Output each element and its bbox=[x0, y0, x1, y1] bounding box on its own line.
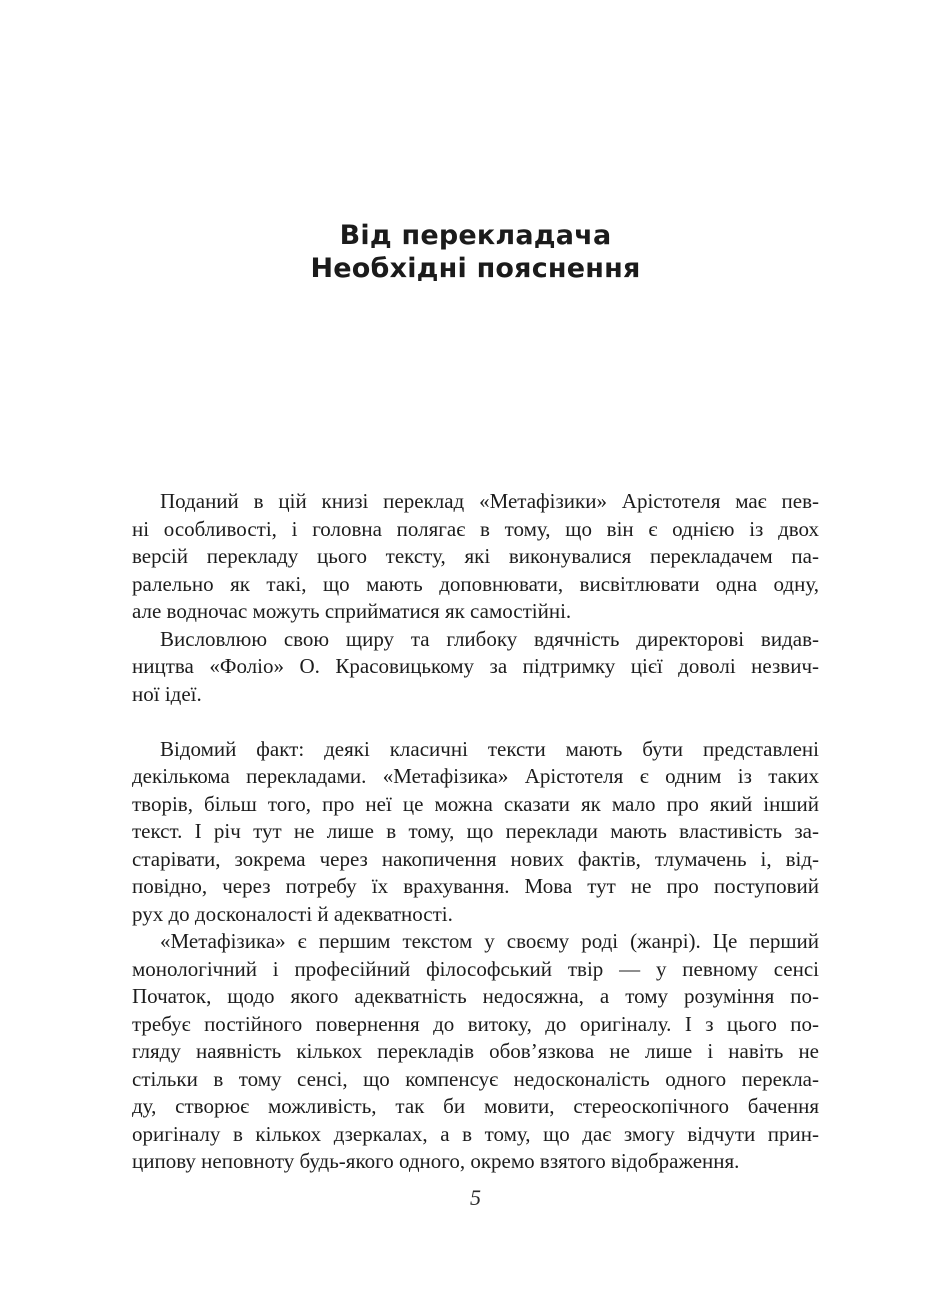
text-line: ництва «Фоліо» О. Красовицькому за підтримку цієї доволі незвич- bbox=[132, 654, 819, 678]
chapter-title-line2: Необхідні пояснення bbox=[310, 253, 641, 284]
text-line: гляду наявність кількох перекладів обов’язкова не лише і навіть не bbox=[132, 1039, 819, 1063]
text-line: ної ідеї. bbox=[132, 681, 202, 706]
type-area bbox=[132, 0, 819, 1213]
text-line: Висловлюю свою щиру та глибоку вдячність директорові видав- bbox=[160, 626, 819, 651]
text-line: ралельно як такі, що мають доповнювати, висвітлювати одна одну, bbox=[132, 571, 819, 596]
text-line: требує постійного повернення до витоку, до оригіналу. І з цього по- bbox=[132, 1011, 819, 1036]
paragraph bbox=[132, 928, 819, 1176]
text-line: текст. І річ тут не лише в тому, що переклади мають властивість за- bbox=[132, 819, 819, 843]
paragraph bbox=[132, 626, 819, 709]
text-line: Початок, щодо якого адекватність недосяжна, а тому розуміння по- bbox=[132, 984, 819, 1008]
text-line: рух до досконалості й адекватності. bbox=[132, 901, 453, 926]
chapter-title bbox=[132, 0, 819, 285]
page-body bbox=[132, 488, 819, 1176]
paragraph bbox=[132, 736, 819, 929]
text-line: ду, створює можливість, так би мовити, стереоскопічного бачення bbox=[132, 1094, 819, 1118]
text-line: «Метафізика» є першим текстом у своєму роді (жанрі). Це перший bbox=[160, 929, 819, 953]
text-line: повідно, через потребу їх врахування. Мова тут не про поступовий bbox=[132, 874, 819, 898]
text-line: декількома перекладами. «Метафізика» Арістотеля є одним із таких bbox=[132, 764, 819, 788]
chapter-title-line1: Від перекладача bbox=[339, 220, 612, 251]
text-line: оригіналу в кількох дзеркалах, а в тому, що дає змогу відчути прин- bbox=[132, 1121, 819, 1146]
text-line: творів, більш того, про неї це можна сказати як мало про який інший bbox=[132, 791, 819, 816]
text-line: але водночас можуть сприйматися як самостійні. bbox=[132, 599, 572, 623]
text-line: версій перекладу цього тексту, які виконувалися перекладачем па- bbox=[132, 544, 819, 568]
text-line: Відомий факт: деякі класичні тексти мають бути представлені bbox=[160, 736, 819, 761]
page-number: 5 bbox=[470, 1184, 481, 1210]
text-line: монологічний і професійний філософський твір — у певному сенсі bbox=[132, 956, 819, 981]
text-line: стільки в тому сенсі, що компенсує недосконалість одного перекла- bbox=[132, 1066, 819, 1091]
text-line: старівати, зокрема через накопичення нових фактів, тлумачень і, від- bbox=[132, 846, 819, 871]
text-line: ципову неповноту будь-якого одного, окремо взятого відображення. bbox=[132, 1149, 740, 1173]
text-line: ні особливості, і головна полягає в тому, що він є однією із двох bbox=[132, 516, 819, 541]
paragraph bbox=[132, 488, 819, 626]
text-line: Поданий в цій книзі переклад «Метафізики» Арістотеля має пев- bbox=[160, 489, 819, 513]
